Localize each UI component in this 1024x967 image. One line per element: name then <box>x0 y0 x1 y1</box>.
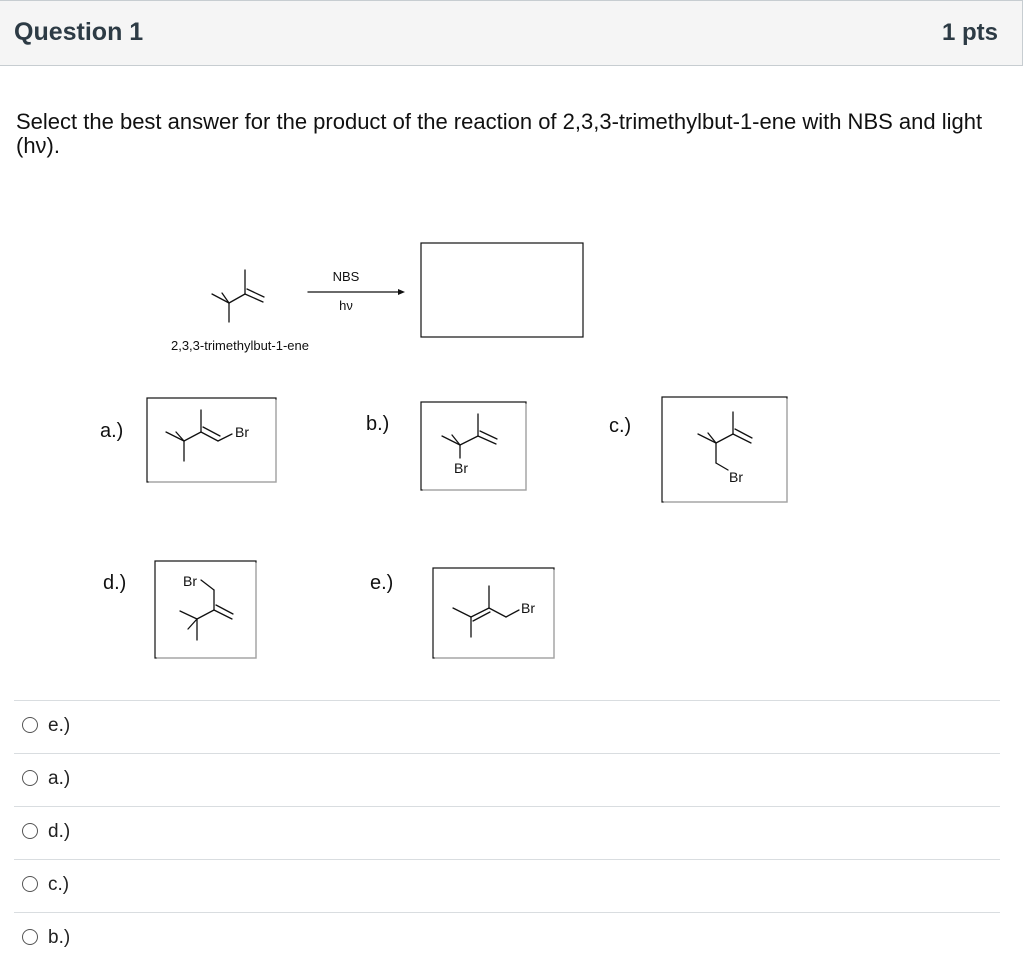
answer-label[interactable]: c.) <box>48 874 70 895</box>
answer-list <box>14 700 1000 965</box>
answer-option-b[interactable] <box>14 912 1000 965</box>
product-answer-box <box>421 243 583 337</box>
structure-c <box>698 412 752 470</box>
radio-button[interactable] <box>22 717 38 733</box>
answer-option-c[interactable] <box>14 859 1000 912</box>
answer-label[interactable]: e.) <box>48 715 71 736</box>
answer-option-e[interactable] <box>14 700 1000 753</box>
reagent-nbs: NBS <box>332 269 360 284</box>
choice-a-br: Br <box>235 424 249 440</box>
choice-c-label: c.) <box>609 415 632 437</box>
structure-b <box>442 414 497 458</box>
radio-button[interactable] <box>22 929 38 945</box>
choice-c-br: Br <box>729 469 743 485</box>
answer-label[interactable]: d.) <box>48 821 71 842</box>
radio-button[interactable] <box>22 770 38 786</box>
reactant-structure <box>212 270 264 322</box>
answer-option-a[interactable] <box>14 753 1000 806</box>
choice-e-label: e.) <box>370 572 394 594</box>
question-text: Select the best answer for the product of the reaction of 2,3,3-trimethylbut-1-ene with NBS and light (hν). <box>16 109 983 158</box>
answer-option-d[interactable] <box>14 806 1000 859</box>
question-title: Question 1 <box>14 18 144 46</box>
reagent-light: hν <box>339 298 353 313</box>
reactant-name: 2,3,3-trimethylbut-1-ene <box>170 338 310 353</box>
radio-button[interactable] <box>22 823 38 839</box>
structure-e <box>453 586 519 637</box>
choice-e-br: Br <box>521 600 535 616</box>
choice-d-br: Br <box>183 573 197 589</box>
answer-label[interactable]: b.) <box>48 927 71 948</box>
answer-label[interactable]: a.) <box>48 768 71 789</box>
choice-b-br: Br <box>454 460 468 476</box>
structure-d <box>180 580 233 640</box>
structure-a <box>166 410 232 461</box>
question-header <box>0 0 1023 66</box>
question-points: 1 pts <box>941 19 998 46</box>
choice-b-label: b.) <box>366 413 390 435</box>
radio-button[interactable] <box>22 876 38 892</box>
choice-a-label: a.) <box>100 420 124 442</box>
choice-d-label: d.) <box>103 572 127 594</box>
